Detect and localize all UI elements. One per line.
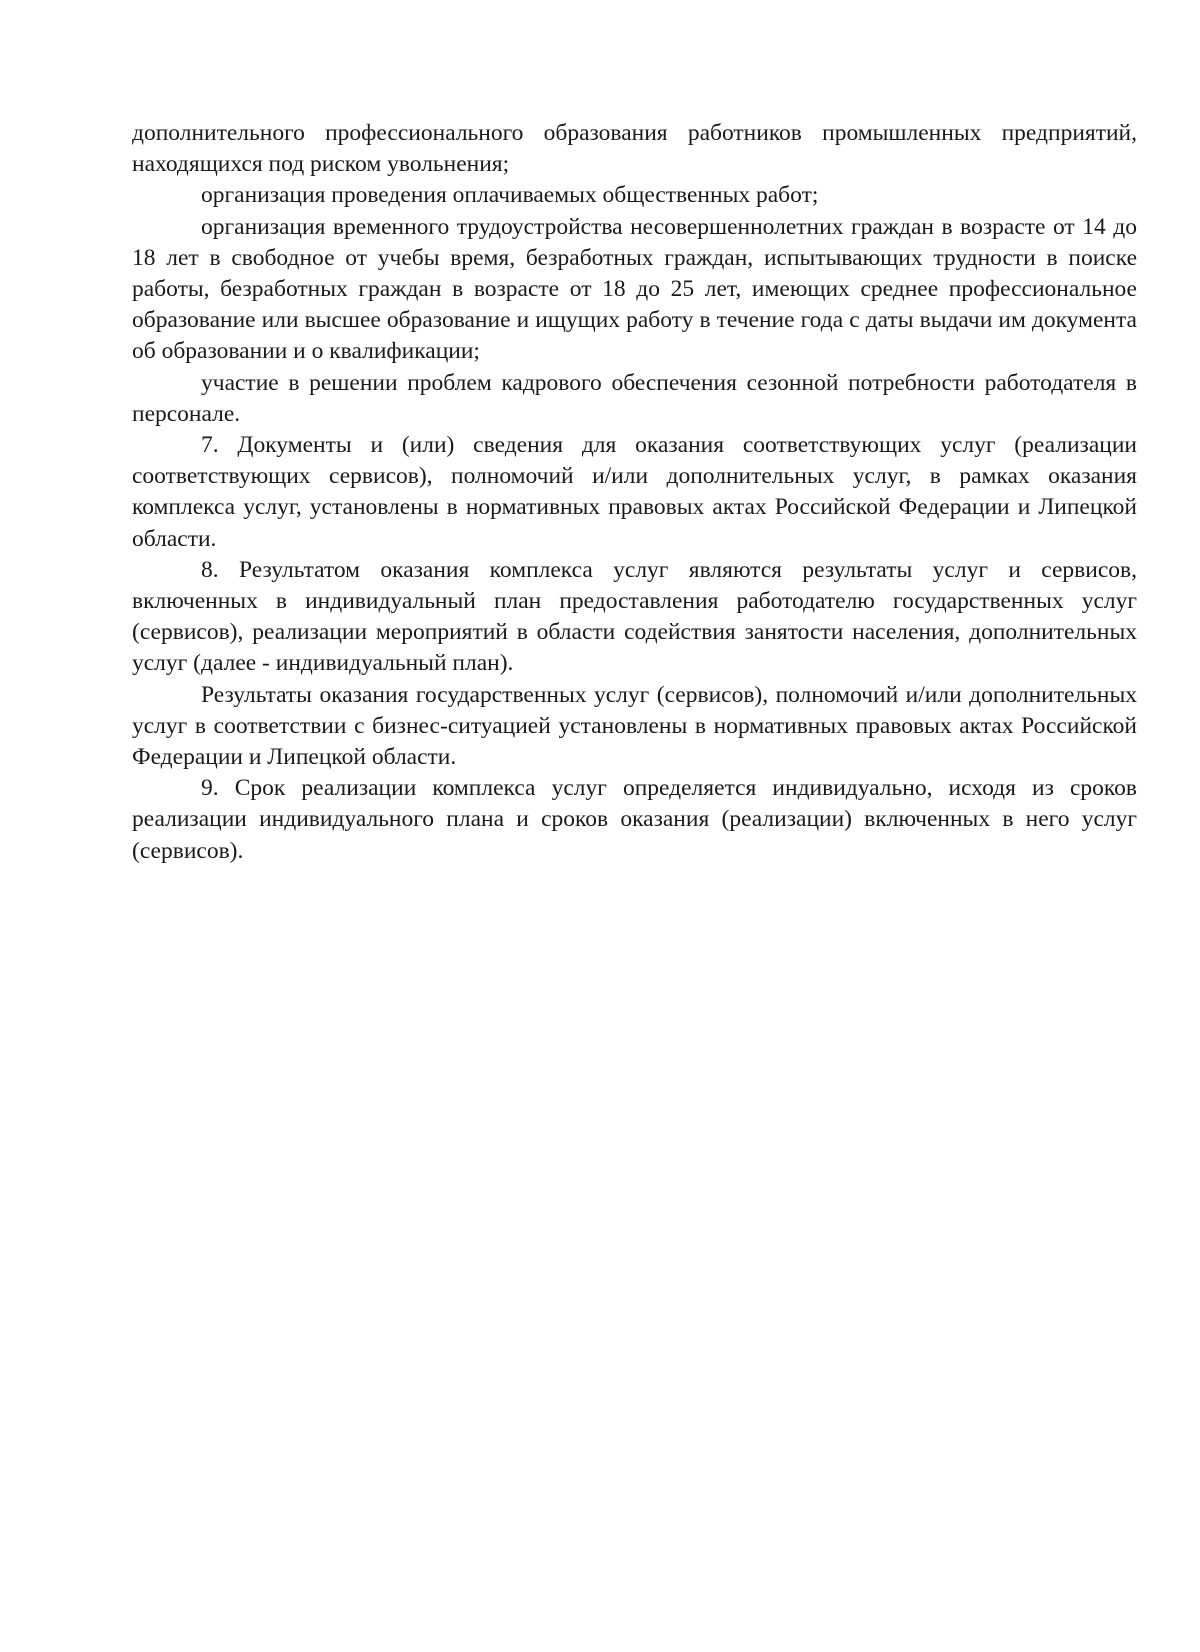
paragraph-seasonal-staffing: участие в решении проблем кадрового обеспечения сезонной потребности работодателя в персонале. <box>132 369 1137 427</box>
paragraph-item-9: 9. Срок реализации комплекса услуг определяется индивидуально, исходя из сроков реализации индивидуального плана и сроков оказания (реализации) включенных в него услуг (сервисов). <box>132 775 1137 864</box>
paragraph-results: Результаты оказания государственных услуг (сервисов), полномочий и/или дополнительных услуг в соответствии с бизнес-ситуацией установлены в нормативных правовых актах Российской Федерации и Липецкой области. <box>132 681 1137 771</box>
paragraph-item-7: 7. Документы и (или) сведения для оказания соответствующих услуг (реализации соответствующих сервисов), полномочий и/или дополнительных услуг, в рамках оказания комплекса услуг, установлены в нормативных правовых актах Российской Федерации и Липецкой области. <box>132 432 1137 552</box>
paragraph-item-8: 8. Результатом оказания комплекса услуг являются результаты услуг и сервисов, включенных в индивидуальный план предоставления работодателю государственных услуг (сервисов), реализации мероприятий в области содействия занятости населения, дополнительных услуг (далее - индивидуальный план). <box>132 556 1137 677</box>
paragraph-public-works: организация проведения оплачиваемых общественных работ; <box>201 182 819 209</box>
document-body <box>132 118 1137 867</box>
paragraph-temporary-employment: организация временного трудоустройства несовершеннолетних граждан в возрасте от 14 до 18 лет в свободное от учебы время, безработных граждан, испытывающих трудности в поиске работы, безработных граждан в возрасте от 18 до 25 лет, имеющих среднее профессиональное образование или высшее образование и ищущих работу в течение года с даты выдачи им документа об образовании и о квалификации; <box>132 213 1137 365</box>
paragraph-continuation: дополнительного профессионального образования работников промышленных предприятий, находящихся под риском увольнения; <box>132 120 1137 178</box>
